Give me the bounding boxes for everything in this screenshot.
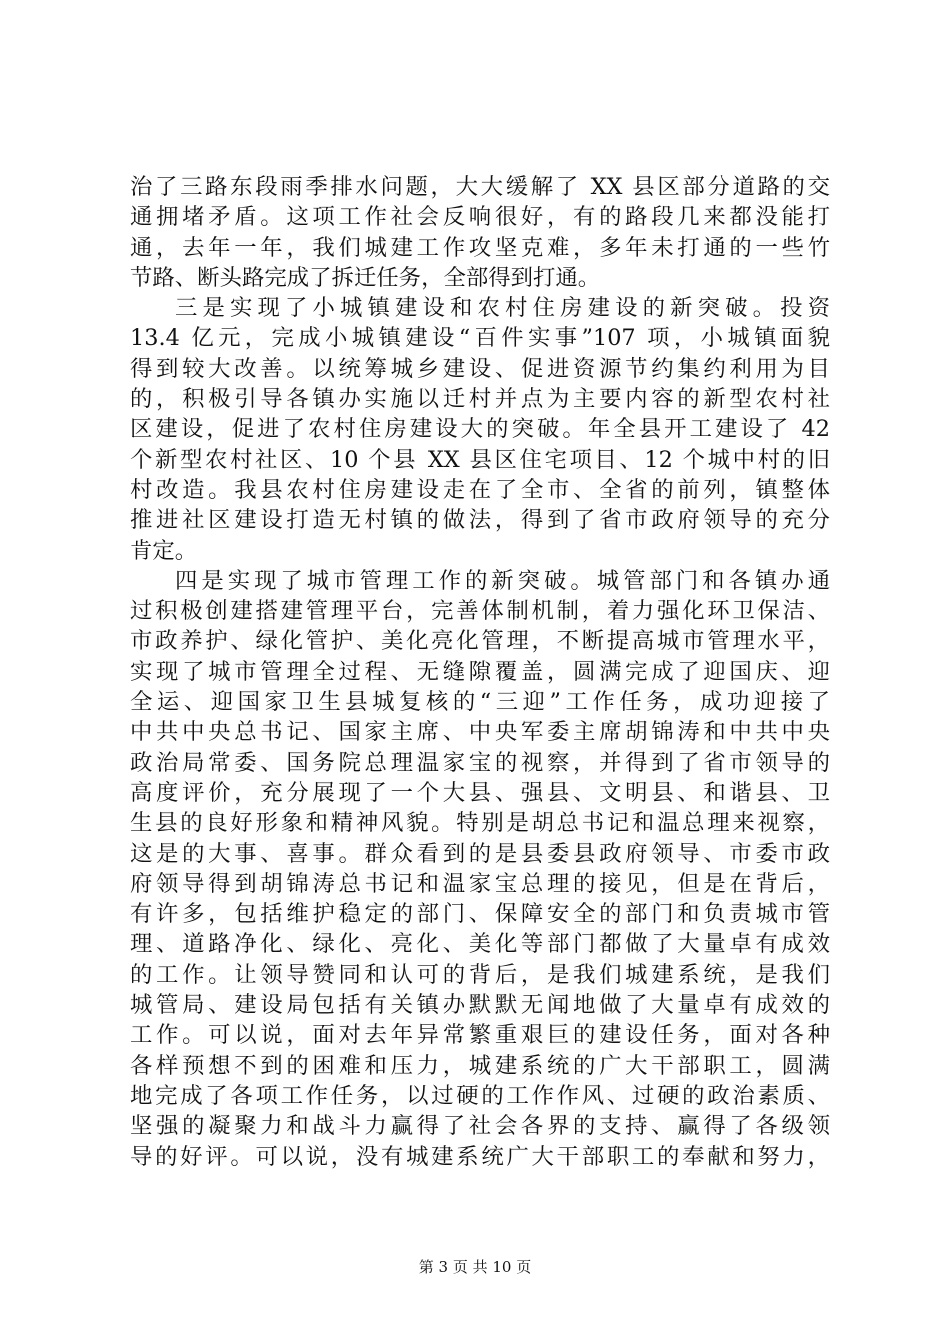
text-line: 有许多，包括维护稳定的部门、保障安全的部门和负责城市管: [130, 901, 830, 928]
text-line: 高度评价，充分展现了一个大县、强县、文明县、和谐县、卫: [130, 779, 830, 806]
text-line: 通拥堵矛盾。这项工作社会反响很好，有的路段几来都没能打: [130, 204, 830, 231]
text-line: 理、道路净化、绿化、亮化、美化等部门都做了大量卓有成效: [130, 931, 830, 958]
text-line: 个新型农村社区、10 个县 XX 县区住宅项目、12 个城中村的旧: [130, 446, 830, 473]
text-line: 城管局、建设局包括有关镇办默默无闻地做了大量卓有成效的: [130, 992, 830, 1019]
text-line: 13.4 亿元，完成小城镇建设“百件实事”107 项，小城镇面貌: [130, 325, 830, 352]
text-line: 的工作。让领导赞同和认可的背后，是我们城建系统，是我们: [130, 961, 830, 988]
text-line: 市政养护、绿化管护、美化亮化管理，不断提高城市管理水平，: [130, 628, 830, 655]
text-line: 通，去年一年，我们城建工作攻坚克难，多年未打通的一些竹: [130, 234, 830, 261]
text-line: 中共中央总书记、国家主席、中央军委主席胡锦涛和中共中央: [130, 719, 830, 746]
text-line: 推进社区建设打造无村镇的做法，得到了省市政府领导的充分: [130, 507, 830, 534]
text-line: 过积极创建搭建管理平台，完善体制机制，着力强化环卫保洁、: [130, 598, 830, 625]
text-line: 得到较大改善。以统筹城乡建设、促进资源节约集约利用为目: [130, 355, 830, 382]
text-line: 治了三路东段雨季排水问题，大大缓解了 XX 县区部分道路的交: [130, 174, 830, 200]
text-line: 政治局常委、国务院总理温家宝的视察，并得到了省市领导的: [130, 749, 830, 776]
text-line: 工作。可以说，面对去年异常繁重艰巨的建设任务，面对各种: [130, 1022, 830, 1049]
text-line: 实现了城市管理全过程、无缝隙覆盖，圆满完成了迎国庆、迎: [130, 658, 830, 685]
text-line: 村改造。我县农村住房建设走在了全市、全省的前列，镇整体: [130, 476, 830, 503]
text-line: 府领导得到胡锦涛总书记和温家宝总理的接见，但是在背后，: [130, 870, 830, 897]
text-line: 坚强的凝聚力和战斗力赢得了社会各界的支持、赢得了各级领: [130, 1113, 830, 1140]
text-line: 的，积极引导各镇办实施以迁村并点为主要内容的新型农村社: [130, 386, 830, 413]
text-line: 肯定。: [130, 537, 198, 564]
text-line: 地完成了各项工作任务，以过硬的工作作风、过硬的政治素质、: [130, 1082, 830, 1109]
document-body: [130, 172, 830, 1172]
text-line: 四是实现了城市管理工作的新突破。城管部门和各镇办通: [175, 567, 830, 594]
text-line: 全运、迎国家卫生县城复核的“三迎”工作任务，成功迎接了: [130, 689, 830, 716]
text-line: 各样预想不到的困难和压力，城建系统的广大干部职工，圆满: [130, 1052, 830, 1079]
text-line: 生县的良好形象和精神风貌。特别是胡总书记和温总理来视察，: [130, 810, 830, 837]
text-line: 三是实现了小城镇建设和农村住房建设的新突破。投资: [175, 295, 830, 322]
text-line: 节路、断头路完成了拆迁任务，全部得到打通。: [130, 264, 601, 291]
text-line: 这是的大事、喜事。群众看到的是县委县政府领导、市委市政: [130, 840, 830, 867]
page-footer: 第 3 页 共 10 页: [418, 1258, 532, 1276]
text-line: 导的好评。可以说，没有城建系统广大干部职工的奉献和努力，: [130, 1143, 830, 1170]
text-line: 区建设，促进了农村住房建设大的突破。年全县开工建设了 42: [130, 416, 830, 443]
